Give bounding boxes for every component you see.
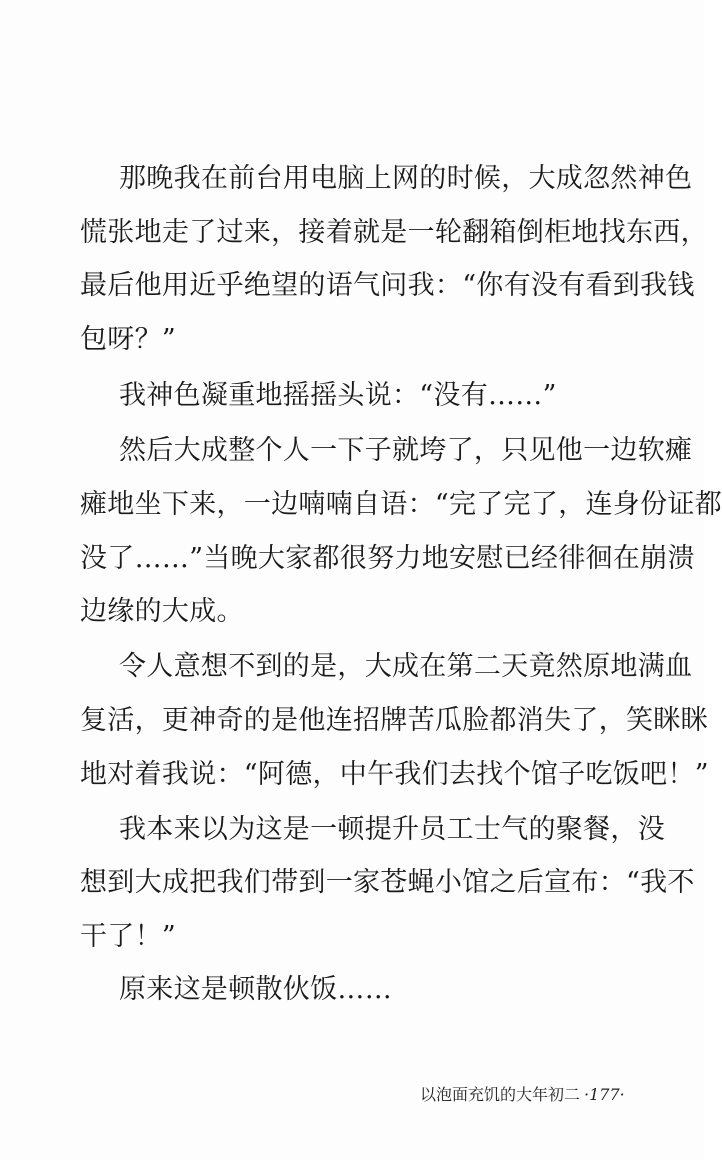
text-line: 令人意想不到的是，大成在第二天竟然原地满血	[119, 651, 693, 682]
text-line: 包呀？”	[80, 324, 177, 355]
page-number: ·177·	[584, 1085, 625, 1104]
page-footer	[420, 1084, 650, 1106]
text-line: 地对着我说：“阿德，中午我们去找个馆子吃饭吧！”	[80, 759, 709, 790]
text-line: 瘫地坐下来，一边喃喃自语：“完了完了，连身份证都	[80, 489, 722, 520]
text-line: 边缘的大成。	[80, 596, 244, 627]
text-line: 慌张地走了过来，接着就是一轮翻箱倒柜地找东西，	[80, 217, 708, 248]
text-line: 我本来以为这是一顿提升员工士气的聚餐，没	[119, 814, 665, 845]
text-line: 我神色凝重地摇摇头说：“没有……”	[119, 380, 557, 411]
text-line: 干了！”	[80, 921, 177, 952]
text-line: 想到大成把我们带到一家苍蝇小馆之后宣布：“我不	[80, 867, 695, 898]
chapter-title: 以泡面充饥的大年初二	[420, 1085, 581, 1104]
text-line: 那晚我在前台用电脑上网的时候，大成忽然神色	[119, 163, 693, 194]
text-line: 原来这是顿散伙饭……	[119, 974, 392, 1005]
text-line: 复活，更神奇的是他连招牌苦瓜脸都消失了，笑眯眯	[80, 705, 708, 736]
text-line: 没了……”当晚大家都很努力地安慰已经徘徊在崩溃	[80, 543, 695, 574]
text-line: 最后他用近乎绝望的语气问我：“你有没有看到我钱	[80, 270, 695, 301]
text-line: 然后大成整个人一下子就垮了，只见他一边软瘫	[119, 435, 693, 466]
